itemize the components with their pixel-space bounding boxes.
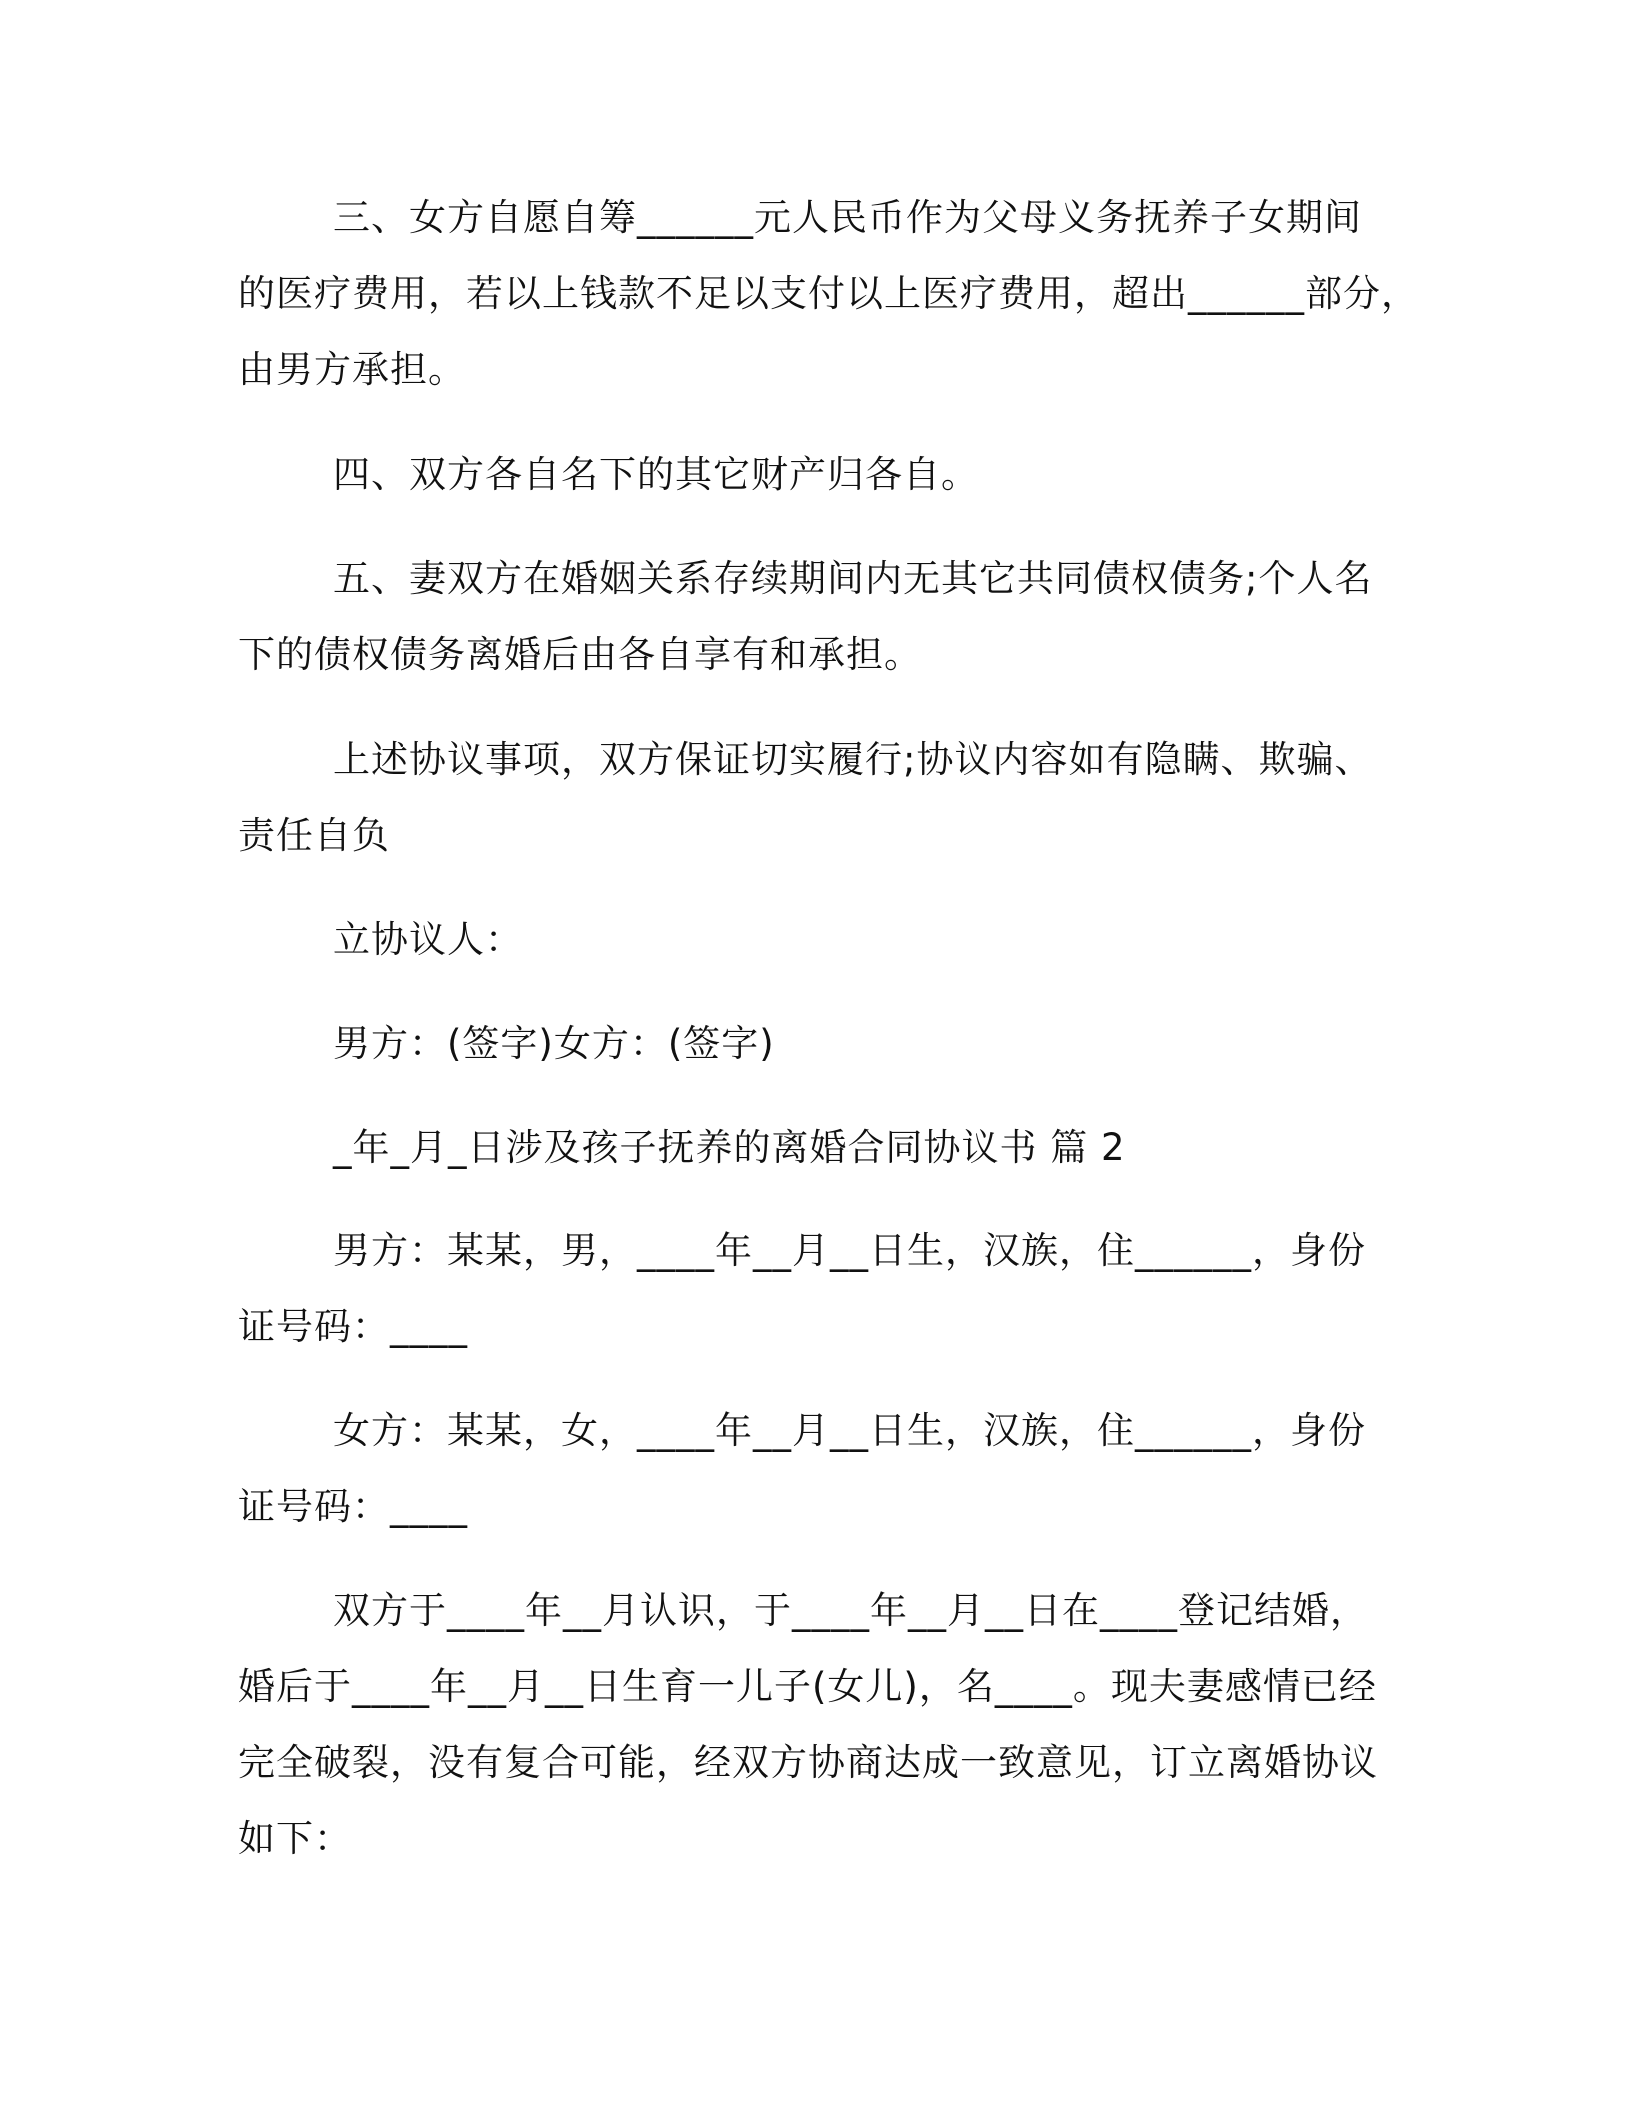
paragraph-line: 立协议人： xyxy=(333,918,523,961)
paragraph-signatories xyxy=(238,902,1388,978)
paragraph-line: 证号码：____ xyxy=(238,1305,468,1348)
paragraph-date-title xyxy=(238,1110,1388,1186)
paragraph-line: 的医疗费用，若以上钱款不足以支付以上医疗费用，超出______部分， xyxy=(238,272,1419,315)
paragraph-clause-3 xyxy=(238,180,1419,408)
paragraph-line: 证号码：____ xyxy=(238,1485,468,1528)
paragraph-line: 由男方承担。 xyxy=(238,348,466,391)
paragraph-line: 女方：某某，女，____年__月__日生，汉族，住______，身份 xyxy=(333,1409,1366,1452)
paragraph-guarantee xyxy=(238,722,1388,874)
paragraph-clause-5 xyxy=(238,541,1388,693)
paragraph-line: 上述协议事项，双方保证切实履行;协议内容如有隐瞒、欺骗、 xyxy=(333,738,1373,781)
paragraph-line: 完全破裂，没有复合可能，经双方协商达成一致意见，订立离婚协议 xyxy=(238,1741,1378,1784)
paragraph-line: 双方于____年__月认识，于____年__月__日在____登记结婚， xyxy=(333,1589,1368,1632)
paragraph-marriage-background xyxy=(238,1573,1388,1877)
paragraph-line: 男方：(签字)女方：(签字) xyxy=(333,1022,775,1065)
paragraph-line: 责任自负 xyxy=(238,814,390,857)
paragraph-line: 四、双方各自名下的其它财产归各自。 xyxy=(333,453,979,496)
paragraph-line: _年_月_日涉及孩子抚养的离婚合同协议书 篇 2 xyxy=(333,1126,1126,1169)
paragraph-line: 下的债权债务离婚后由各自享有和承担。 xyxy=(238,633,922,676)
paragraph-wife-info xyxy=(238,1393,1388,1545)
paragraph-line: 三、女方自愿自筹______元人民币作为父母义务抚养子女期间 xyxy=(333,196,1362,239)
paragraph-signatures xyxy=(238,1006,1388,1082)
paragraph-line: 五、妻双方在婚姻关系存续期间内无其它共同债权债务;个人名 xyxy=(333,557,1373,600)
paragraph-husband-info xyxy=(238,1213,1388,1365)
paragraph-line: 男方：某某，男，____年__月__日生，汉族，住______，身份 xyxy=(333,1229,1366,1272)
paragraph-clause-4 xyxy=(238,437,1388,513)
paragraph-line: 如下： xyxy=(238,1817,352,1860)
paragraph-line: 婚后于____年__月__日生育一儿子(女儿)，名____。现夫妻感情已经 xyxy=(238,1665,1377,1708)
